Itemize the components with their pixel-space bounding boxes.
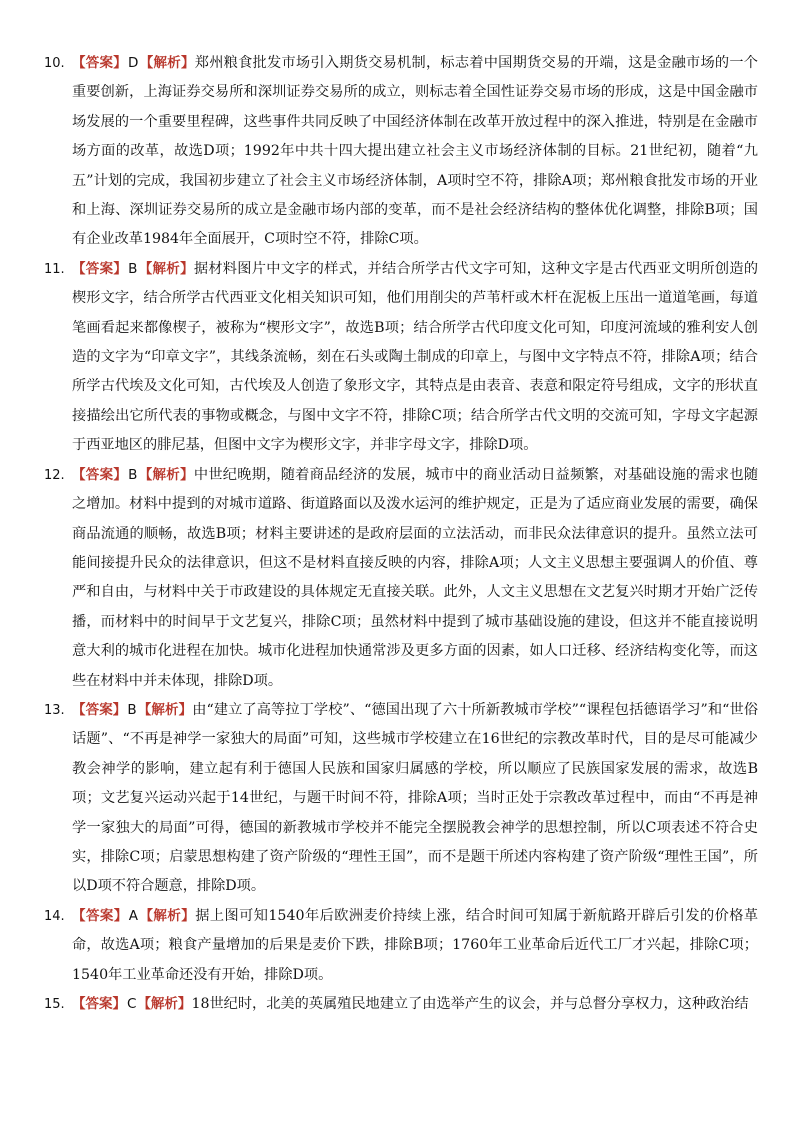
analysis-text: 由“建立了高等拉丁学校”、“德国出现了六十所新教城市学校”“课程包括德语学习”和“世俗话题”、“不再是神学一家独大的局面”可知，这些城市学校建立在16世纪的宗教改革时代，目的是尽可能减少教会神学的影响，建立起有利于德国人民族和国家归属感的学校，所以顺应了民族国家发展的需求，故选B项；文艺复兴运动兴起于14世纪，与题干时间不符，排除A项；当时正处于宗教改革过程中，而由“不再是神学一家独大的局面”可得，德国的新教城市学校并不能完全摆脱教会神学的思想控制，所以C项表述不符合史实，排除C项；启蒙思想构建了资产阶级的“理性王国”，而不是题干所述内容构建了资产阶级“理性王国”，所以D项不符合题意，排除D项。 [72, 701, 759, 895]
answer-item-15 [46, 990, 758, 1019]
answer-choice: D [128, 55, 139, 71]
answer-item-12 [46, 461, 758, 696]
answer-label: 【答案】 [72, 996, 126, 1012]
item-body [72, 49, 758, 255]
analysis-text: 据上图可知1540年后欧洲麦价持续上涨，结合时间可知属于新航路开辟后引发的价格革命，故选A项；粮食产量增加的后果是麦价下跌，排除B项；1760年工业革命后近代工厂才兴起，排除C项；1540年工业革命还没有开始，排除D项。 [72, 907, 759, 983]
item-body [72, 696, 758, 902]
answer-choice: A [128, 907, 139, 924]
analysis-label: 【解析】 [137, 701, 193, 718]
analysis-text: 中世纪晚期，随着商品经济的发展，城市中的商业活动日益频繁，对基础设施的需求也随之增加。材料中提到的对城市道路、街道路面以及泼水运河的维护规定，正是为了适应商业发展的需要，确保商品流通的顺畅，故选B项；材料主要讲述的是政府层面的立法活动，而非民众法律意识的提升。虽然立法可能间接提升民众的法律意识，但这不是材料直接反映的内容，排除A项；人文主义思想主要强调人的价值、尊严和自由，与材料中关于市政建设的具体规定无直接关联。此外，人文主义思想在文艺复兴时期才开始广泛传播，而材料中的时间早于文艺复兴，排除C项；虽然材料中提到了城市基础设施的建设，但这并不能直接说明意大利的城市化进程在加快。城市化进程加快通常涉及更多方面的因素，如人口迁移、经济结构变化等，而这些在材料中并未体现，排除D项。 [72, 466, 759, 689]
answer-choice: B [128, 466, 138, 483]
analysis-text: 郑州粮食批发市场引入期货交易机制，标志着中国期货交易的开端，这是金融市场的一个重要创新，上海证券交易所和深圳证券交易所的成立，则标志着全国性证券交易市场的形成，这是中国金融市场发展的一个重要里程碑，这些事件共同反映了中国经济体制在改革开放过程中的深入推进，特别是在金融市场方面的改革，故选D项；1992年中共十四大提出建立社会主义市场经济体制的目标。21世纪初，随着“九五”计划的完成，我国初步建立了社会主义市场经济体制，A项时空不符，排除A项；郑州粮食批发市场的开业和上海、深圳证券交易所的成立是金融市场内部的变革，而不是社会经济结构的整体优化调整，排除B项；国有企业改革1984年全面展开，C项时空不符，排除C项。 [72, 55, 758, 248]
answer-choice: B [127, 701, 137, 718]
question-number: 13. [44, 702, 65, 718]
answer-label: 【答案】 [72, 466, 128, 483]
question-number: 12. [44, 467, 65, 483]
analysis-label: 【解析】 [139, 907, 196, 924]
analysis-text: 18世纪时，北美的英属殖民地建立了由选举产生的议会，并与总督分享权力，这种政治结 [191, 996, 749, 1012]
question-number: 14. [44, 908, 65, 924]
item-body [72, 461, 758, 696]
answer-item-14 [46, 902, 758, 990]
answer-document [46, 49, 758, 1019]
answer-label: 【答案】 [72, 701, 127, 718]
answer-choice: B [128, 260, 138, 277]
analysis-label: 【解析】 [137, 996, 192, 1012]
question-number: 15. [44, 997, 65, 1012]
answer-choice: C [127, 996, 137, 1012]
analysis-label: 【解析】 [138, 260, 194, 277]
answer-item-10 [46, 49, 758, 255]
analysis-text: 据材料图片中文字的样式，并结合所学古代文字可知，这种文字是古代西亚文明所创造的楔形文字，结合所学古代西亚文化相关知识可知，他们用削尖的芦苇杆或木杆在泥板上压出一道道笔画，每道笔画看起来都像楔子，被称为“楔形文字”，故选B项；结合所学古代印度文化可知，印度河流域的雅利安人创造的文字为“印章文字”，其线条流畅，刻在石头或陶土制成的印章上，与图中文字特点不符，排除A项；结合所学古代埃及文化可知，古代埃及人创造了象形文字，其特点是由表音、表意和限定符号组成，文字的形状直接描绘出它所代表的事物或概念，与图中文字不符，排除C项；结合所学古代文明的交流可知，字母文字起源于西亚地区的腓尼基，但图中文字为楔形文字，并非字母文字，排除D项。 [72, 260, 759, 454]
question-number: 10. [44, 56, 65, 71]
item-body [72, 902, 758, 990]
answer-item-13 [46, 696, 758, 902]
answer-label: 【答案】 [72, 260, 128, 277]
answer-label: 【答案】 [72, 55, 128, 71]
question-number: 11. [44, 261, 65, 277]
answer-item-11 [46, 255, 758, 461]
analysis-label: 【解析】 [138, 466, 194, 483]
answer-label: 【答案】 [72, 907, 128, 924]
analysis-label: 【解析】 [139, 55, 195, 71]
item-body [72, 990, 758, 1019]
item-body [72, 255, 758, 461]
